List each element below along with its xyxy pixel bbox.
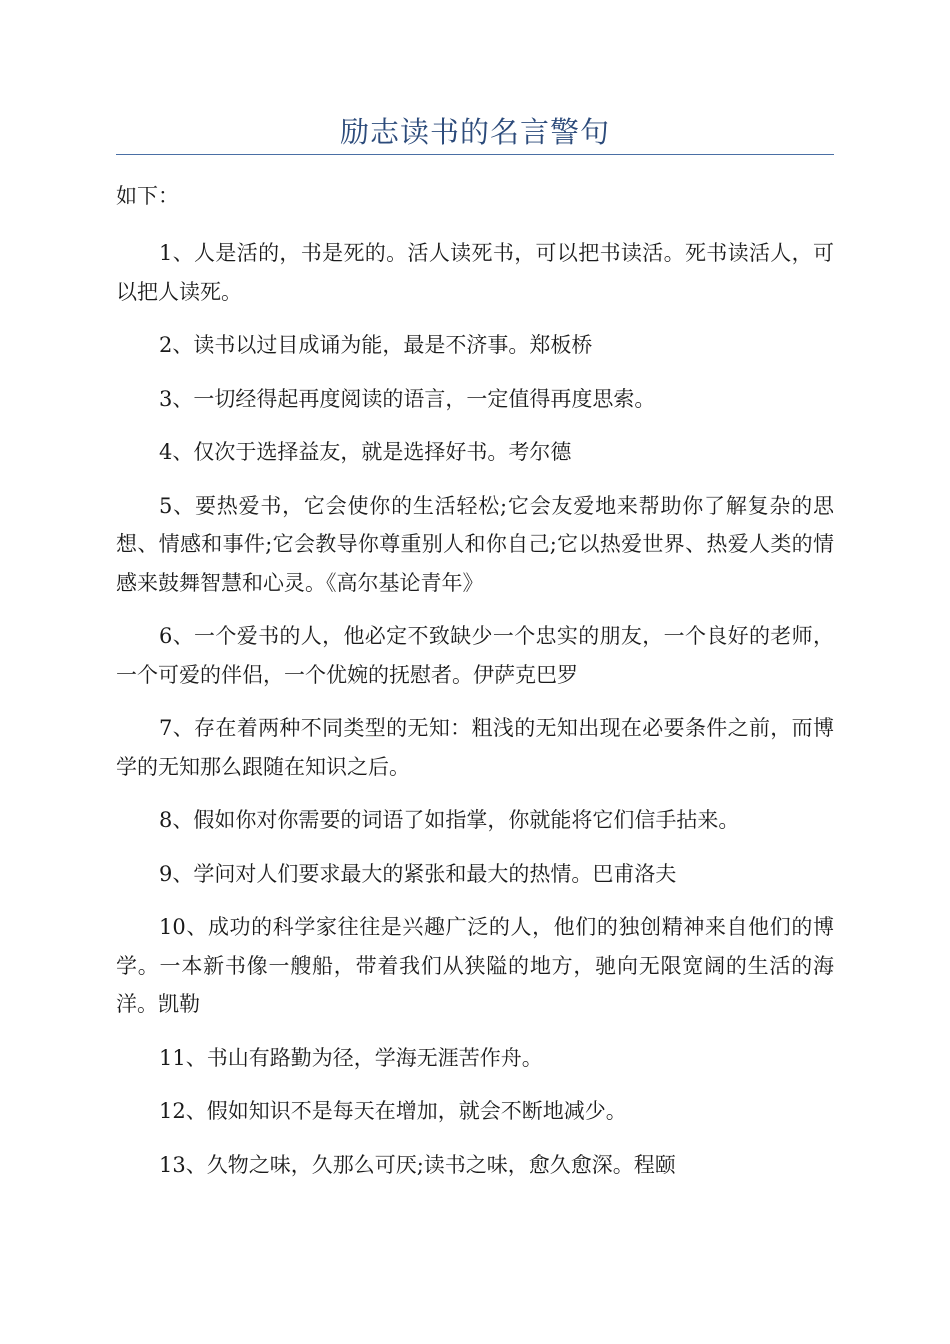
intro-text: 如下： <box>116 184 179 208</box>
quote-item: 4、仅次于选择益友，就是选择好书。考尔德 <box>159 440 572 464</box>
title-divider <box>116 154 834 155</box>
quote-list <box>116 234 834 1199</box>
quote-item: 8、假如你对你需要的词语了如指掌，你就能将它们信手拈来。 <box>159 808 740 832</box>
quote-item: 13、久物之味，久那么可厌;读书之味，愈久愈深。程颐 <box>159 1152 676 1177</box>
quote-item: 11、书山有路勤为径，学海无涯苦作舟。 <box>159 1045 543 1070</box>
quote-item: 6、一个爱书的人，他必定不致缺少一个忠实的朋友，一个良好的老师，一个可爱的伴侣，一个优婉的抚慰者。伊萨克巴罗 <box>116 624 834 687</box>
quote-item: 2、读书以过目成诵为能，最是不济事。郑板桥 <box>159 333 593 357</box>
quote-item: 1、人是活的，书是死的。活人读死书，可以把书读活。死书读活人，可以把人读死。 <box>116 241 834 304</box>
quote-item: 10、成功的科学家往往是兴趣广泛的人，他们的独创精神来自他们的博学。一本新书像一艘船，带着我们从狭隘的地方，驰向无限宽阔的生活的海洋。凯勒 <box>116 915 834 1016</box>
document-title: 励志读书的名言警句 <box>339 115 610 149</box>
quote-item: 12、假如知识不是每天在增加，就会不断地减少。 <box>159 1099 627 1123</box>
quote-item: 9、学问对人们要求最大的紧张和最大的热情。巴甫洛夫 <box>159 861 677 886</box>
quote-item: 3、一切经得起再度阅读的语言，一定值得再度思索。 <box>159 386 656 411</box>
quote-item: 5、要热爱书，它会使你的生活轻松;它会友爱地来帮助你了解复杂的思想、情感和事件;它会教导你尊重别人和你自己;它以热爱世界、热爱人类的情感来鼓舞智慧和心灵。《高尔基论青年》 <box>116 493 834 595</box>
quote-item: 7、存在着两种不同类型的无知：粗浅的无知出现在必要条件之前，而博学的无知那么跟随在知识之后。 <box>116 716 834 779</box>
